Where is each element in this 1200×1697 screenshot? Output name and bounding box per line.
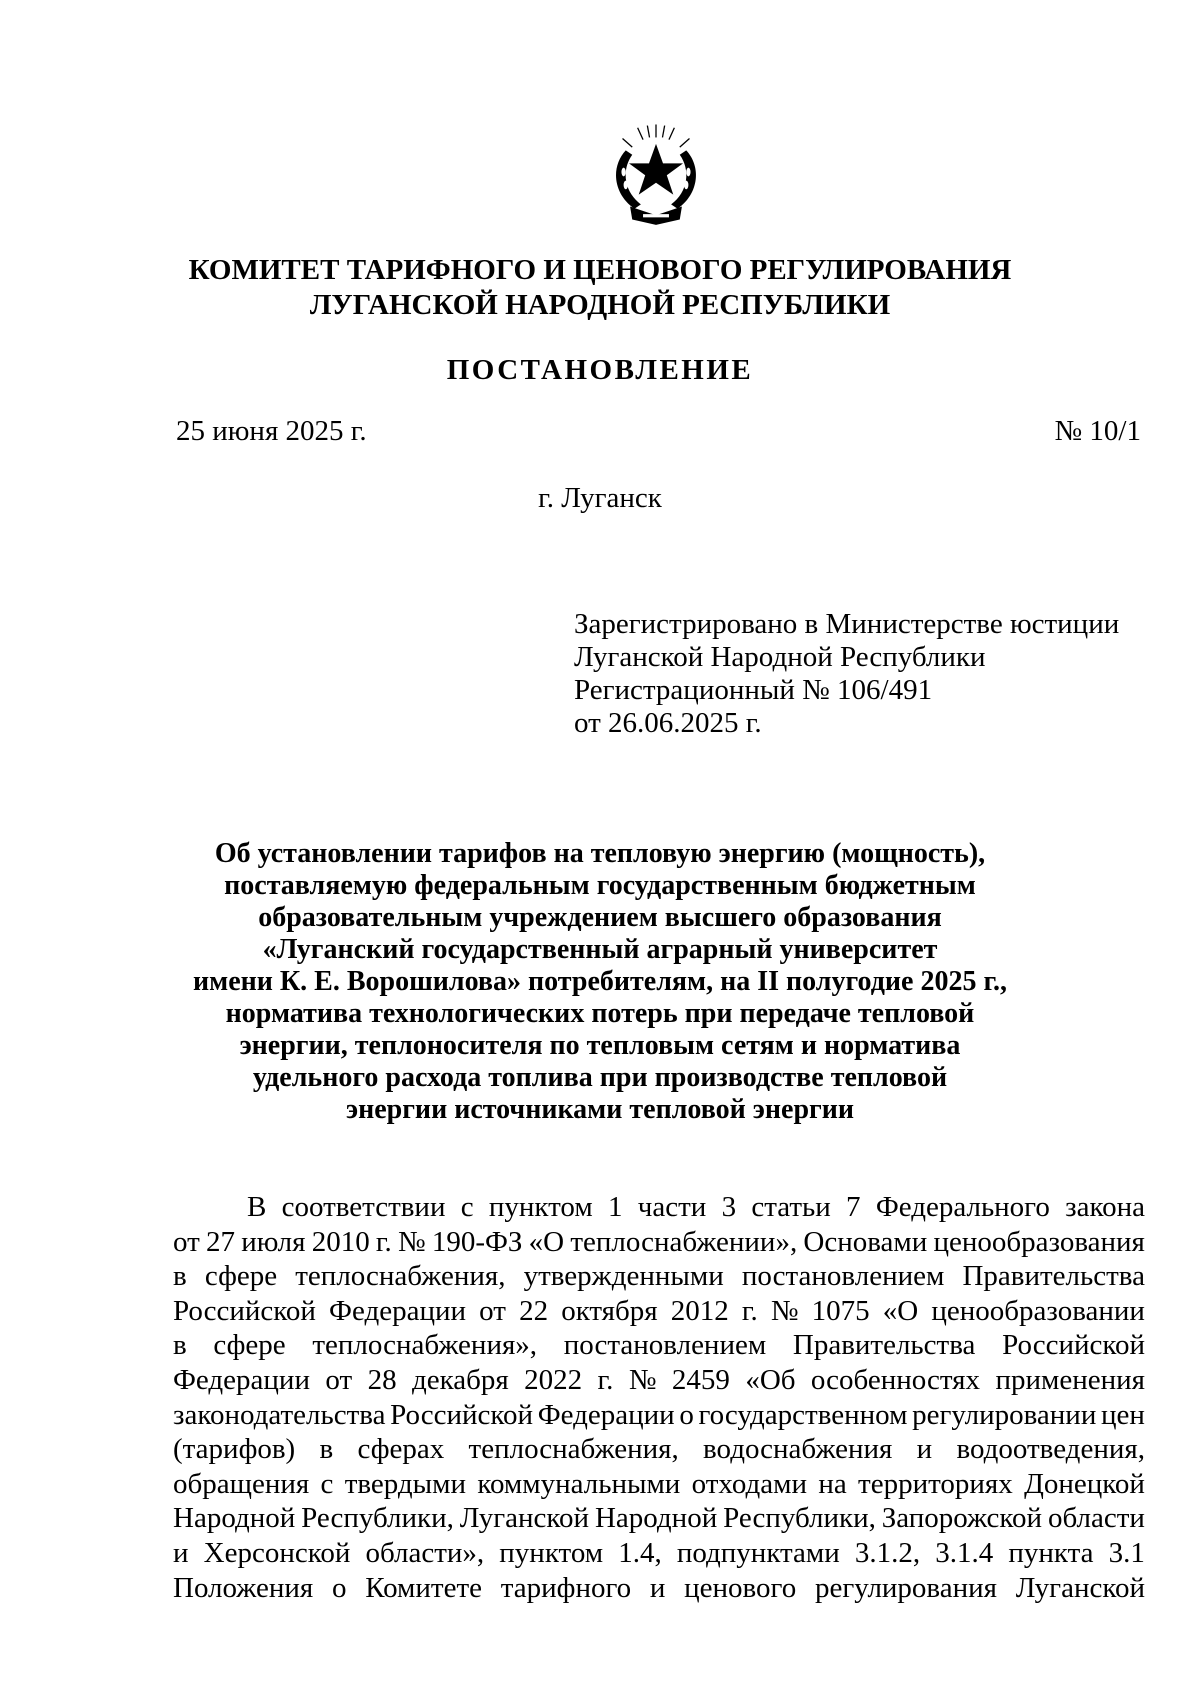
- body-word: регулировании: [912, 1398, 1097, 1431]
- body-word: 27: [206, 1225, 235, 1258]
- body-word: с: [320, 1467, 334, 1500]
- body-word: теплоснабжения,: [295, 1260, 506, 1293]
- title-line: энергии источниками тепловой энергии: [345, 1094, 854, 1125]
- body-line: [173, 1501, 1145, 1536]
- body-word: Правительства: [962, 1260, 1145, 1293]
- body-word: о: [331, 1571, 347, 1604]
- body-line: [173, 1328, 1145, 1363]
- body-word: особенностях: [810, 1363, 981, 1396]
- document-title: [150, 838, 1050, 1126]
- body-word: 3: [721, 1191, 737, 1223]
- body-word: 2022: [524, 1363, 583, 1396]
- body-line: [173, 1225, 1145, 1260]
- body-word: о: [679, 1398, 694, 1431]
- body-word: «Об: [745, 1363, 796, 1396]
- body-word: Российской: [173, 1294, 316, 1327]
- body-word: подпунктами: [676, 1536, 840, 1569]
- body-word: Российской: [1002, 1329, 1145, 1362]
- title-line: образовательным учреждением высшего образования: [258, 902, 942, 933]
- body-word: октября: [561, 1294, 658, 1327]
- body-word: Республики,: [723, 1502, 876, 1535]
- body-word: «О: [528, 1225, 565, 1258]
- body-word: ценообразовании: [931, 1294, 1145, 1327]
- body-word: В: [247, 1191, 267, 1223]
- body-word: постановлением: [563, 1329, 767, 1362]
- body-word: Донецкой: [1024, 1467, 1145, 1500]
- body-word: закона: [1065, 1191, 1145, 1223]
- body-word: области: [1047, 1502, 1145, 1535]
- body-word: 2012: [670, 1294, 729, 1327]
- body-line: [173, 1536, 1145, 1571]
- body-word: утвержденными: [523, 1260, 724, 1293]
- body-word: в: [173, 1260, 187, 1293]
- body-word: отходами: [691, 1467, 807, 1500]
- title-line: удельного расхода топлива при производстве тепловой: [252, 1062, 948, 1093]
- body-line: [173, 1571, 1145, 1606]
- title-line: норматива технологических потерь при передаче тепловой: [225, 998, 975, 1029]
- body-word: Федерации: [537, 1398, 675, 1431]
- body-word: водоснабжения: [703, 1433, 893, 1466]
- body-word: 190-ФЗ: [431, 1225, 523, 1258]
- body-word: №: [628, 1363, 657, 1396]
- title-line: Об установлении тарифов на тепловую энергию (мощность),: [214, 838, 986, 869]
- body-word: коммунальными: [477, 1467, 681, 1500]
- body-word: Народной: [594, 1502, 718, 1535]
- body-word: Положения: [173, 1571, 314, 1604]
- registration-line: Зарегистрировано в Министерстве юстиции: [574, 608, 1120, 640]
- body-word: 3.1: [1108, 1536, 1145, 1569]
- body-word: г.: [597, 1363, 614, 1396]
- body-word: 3.1.4: [935, 1536, 994, 1569]
- body-line: [173, 1190, 1145, 1225]
- body-word: и: [916, 1433, 933, 1466]
- body-word: твердыми: [344, 1467, 467, 1500]
- body-word: теплоснабжения»,: [312, 1329, 538, 1362]
- document-type: ПОСТАНОВЛЕНИЕ: [446, 354, 754, 386]
- organization-name-line2: ЛУГАНСКОЙ НАРОДНОЙ РЕСПУБЛИКИ: [309, 289, 891, 321]
- document-body: [173, 1190, 1145, 1605]
- body-line: [173, 1467, 1145, 1502]
- document-city: г. Луганск: [538, 482, 662, 514]
- body-word: с: [460, 1191, 474, 1223]
- body-word: 2010: [311, 1225, 370, 1258]
- body-word: обращения: [173, 1467, 310, 1500]
- registration-block: [574, 608, 1119, 740]
- body-word: государственном: [698, 1398, 908, 1431]
- body-word: 7: [846, 1191, 861, 1223]
- organization-name-line1: КОМИТЕТ ТАРИФНОГО И ЦЕНОВОГО РЕГУЛИРОВАНИЯ: [188, 254, 1012, 286]
- state-emblem-icon: [602, 118, 710, 226]
- body-word: регулирования: [814, 1571, 997, 1604]
- body-word: сфере: [204, 1260, 278, 1293]
- body-word: территориях: [858, 1467, 1013, 1500]
- body-word: Запорожской: [881, 1502, 1043, 1535]
- body-line: [173, 1259, 1145, 1294]
- registration-line: Луганской Народной Республики: [574, 641, 986, 673]
- body-word: от: [173, 1225, 200, 1258]
- body-word: 2459: [671, 1363, 730, 1396]
- body-word: июля: [241, 1225, 306, 1258]
- body-word: г.: [375, 1225, 392, 1258]
- body-word: Комитете: [365, 1571, 482, 1604]
- body-word: теплоснабжении»,: [570, 1225, 798, 1258]
- body-line: [173, 1398, 1145, 1433]
- body-word: 28: [367, 1363, 397, 1396]
- body-word: 1075: [811, 1294, 870, 1327]
- body-word: в: [319, 1433, 334, 1466]
- body-word: и: [173, 1536, 189, 1569]
- body-word: Основами: [803, 1225, 928, 1258]
- title-line: энергии, теплоносителя по тепловым сетям и норматива: [239, 1030, 961, 1061]
- body-word: Херсонской: [203, 1536, 351, 1569]
- body-word: 1: [608, 1191, 623, 1223]
- document-date: 25 июня 2025 г.: [176, 415, 367, 447]
- body-word: г.: [741, 1294, 758, 1327]
- body-word: Луганской: [459, 1502, 590, 1535]
- body-word: ценового: [684, 1571, 797, 1604]
- body-word: 3.1.2,: [854, 1536, 921, 1569]
- body-word: пункта: [1008, 1536, 1094, 1569]
- body-word: декабря: [411, 1363, 509, 1396]
- title-line: «Луганский государственный аграрный университет: [262, 934, 938, 965]
- body-word: Луганской: [1015, 1571, 1145, 1604]
- body-word: на: [818, 1467, 847, 1500]
- body-word: в: [173, 1329, 187, 1362]
- title-line: имени К. Е. Ворошилова» потребителям, на II полугодие 2025 г.,: [192, 966, 1008, 997]
- title-line: поставляемую федеральным государственным бюджетным: [224, 870, 976, 901]
- body-word: от: [325, 1363, 353, 1396]
- body-word: Федерального: [875, 1191, 1050, 1223]
- body-word: и: [649, 1571, 666, 1604]
- body-word: Федерации: [173, 1363, 310, 1396]
- body-word: тарифного: [500, 1571, 632, 1604]
- body-word: части: [637, 1191, 707, 1223]
- body-word: сфере: [213, 1329, 286, 1362]
- body-word: 22: [519, 1294, 549, 1327]
- body-word: 1.4,: [618, 1536, 662, 1569]
- body-word: применения: [995, 1363, 1145, 1396]
- registration-line: Регистрационный № 106/491: [574, 674, 933, 706]
- body-word: №: [397, 1225, 426, 1258]
- body-word: пунктом: [488, 1191, 593, 1223]
- document-number: № 10/1: [1054, 415, 1141, 447]
- body-word: №: [770, 1294, 799, 1327]
- body-word: статьи: [751, 1191, 831, 1223]
- body-word: Народной: [173, 1502, 296, 1535]
- body-word: законодательства: [173, 1398, 386, 1431]
- body-word: соответствии: [281, 1191, 446, 1223]
- body-word: (тарифов): [173, 1433, 296, 1466]
- body-line: [173, 1363, 1145, 1398]
- body-word: цен: [1101, 1398, 1145, 1431]
- body-word: области»,: [365, 1536, 485, 1569]
- body-word: постановлением: [741, 1260, 945, 1293]
- body-word: водоотведения,: [956, 1433, 1145, 1466]
- body-word: ценообразования: [933, 1225, 1145, 1258]
- body-word: Российской: [390, 1398, 534, 1431]
- body-word: Республики,: [301, 1502, 454, 1535]
- registration-line: от 26.06.2025 г.: [574, 707, 762, 739]
- body-word: от: [479, 1294, 506, 1327]
- body-word: «О: [882, 1294, 919, 1327]
- body-word: Федерации: [329, 1294, 467, 1327]
- body-line: [173, 1432, 1145, 1467]
- body-word: пунктом: [499, 1536, 604, 1569]
- body-word: Правительства: [792, 1329, 976, 1362]
- body-line: [173, 1294, 1145, 1329]
- body-word: теплоснабжения,: [468, 1433, 679, 1466]
- body-word: сферах: [357, 1433, 445, 1466]
